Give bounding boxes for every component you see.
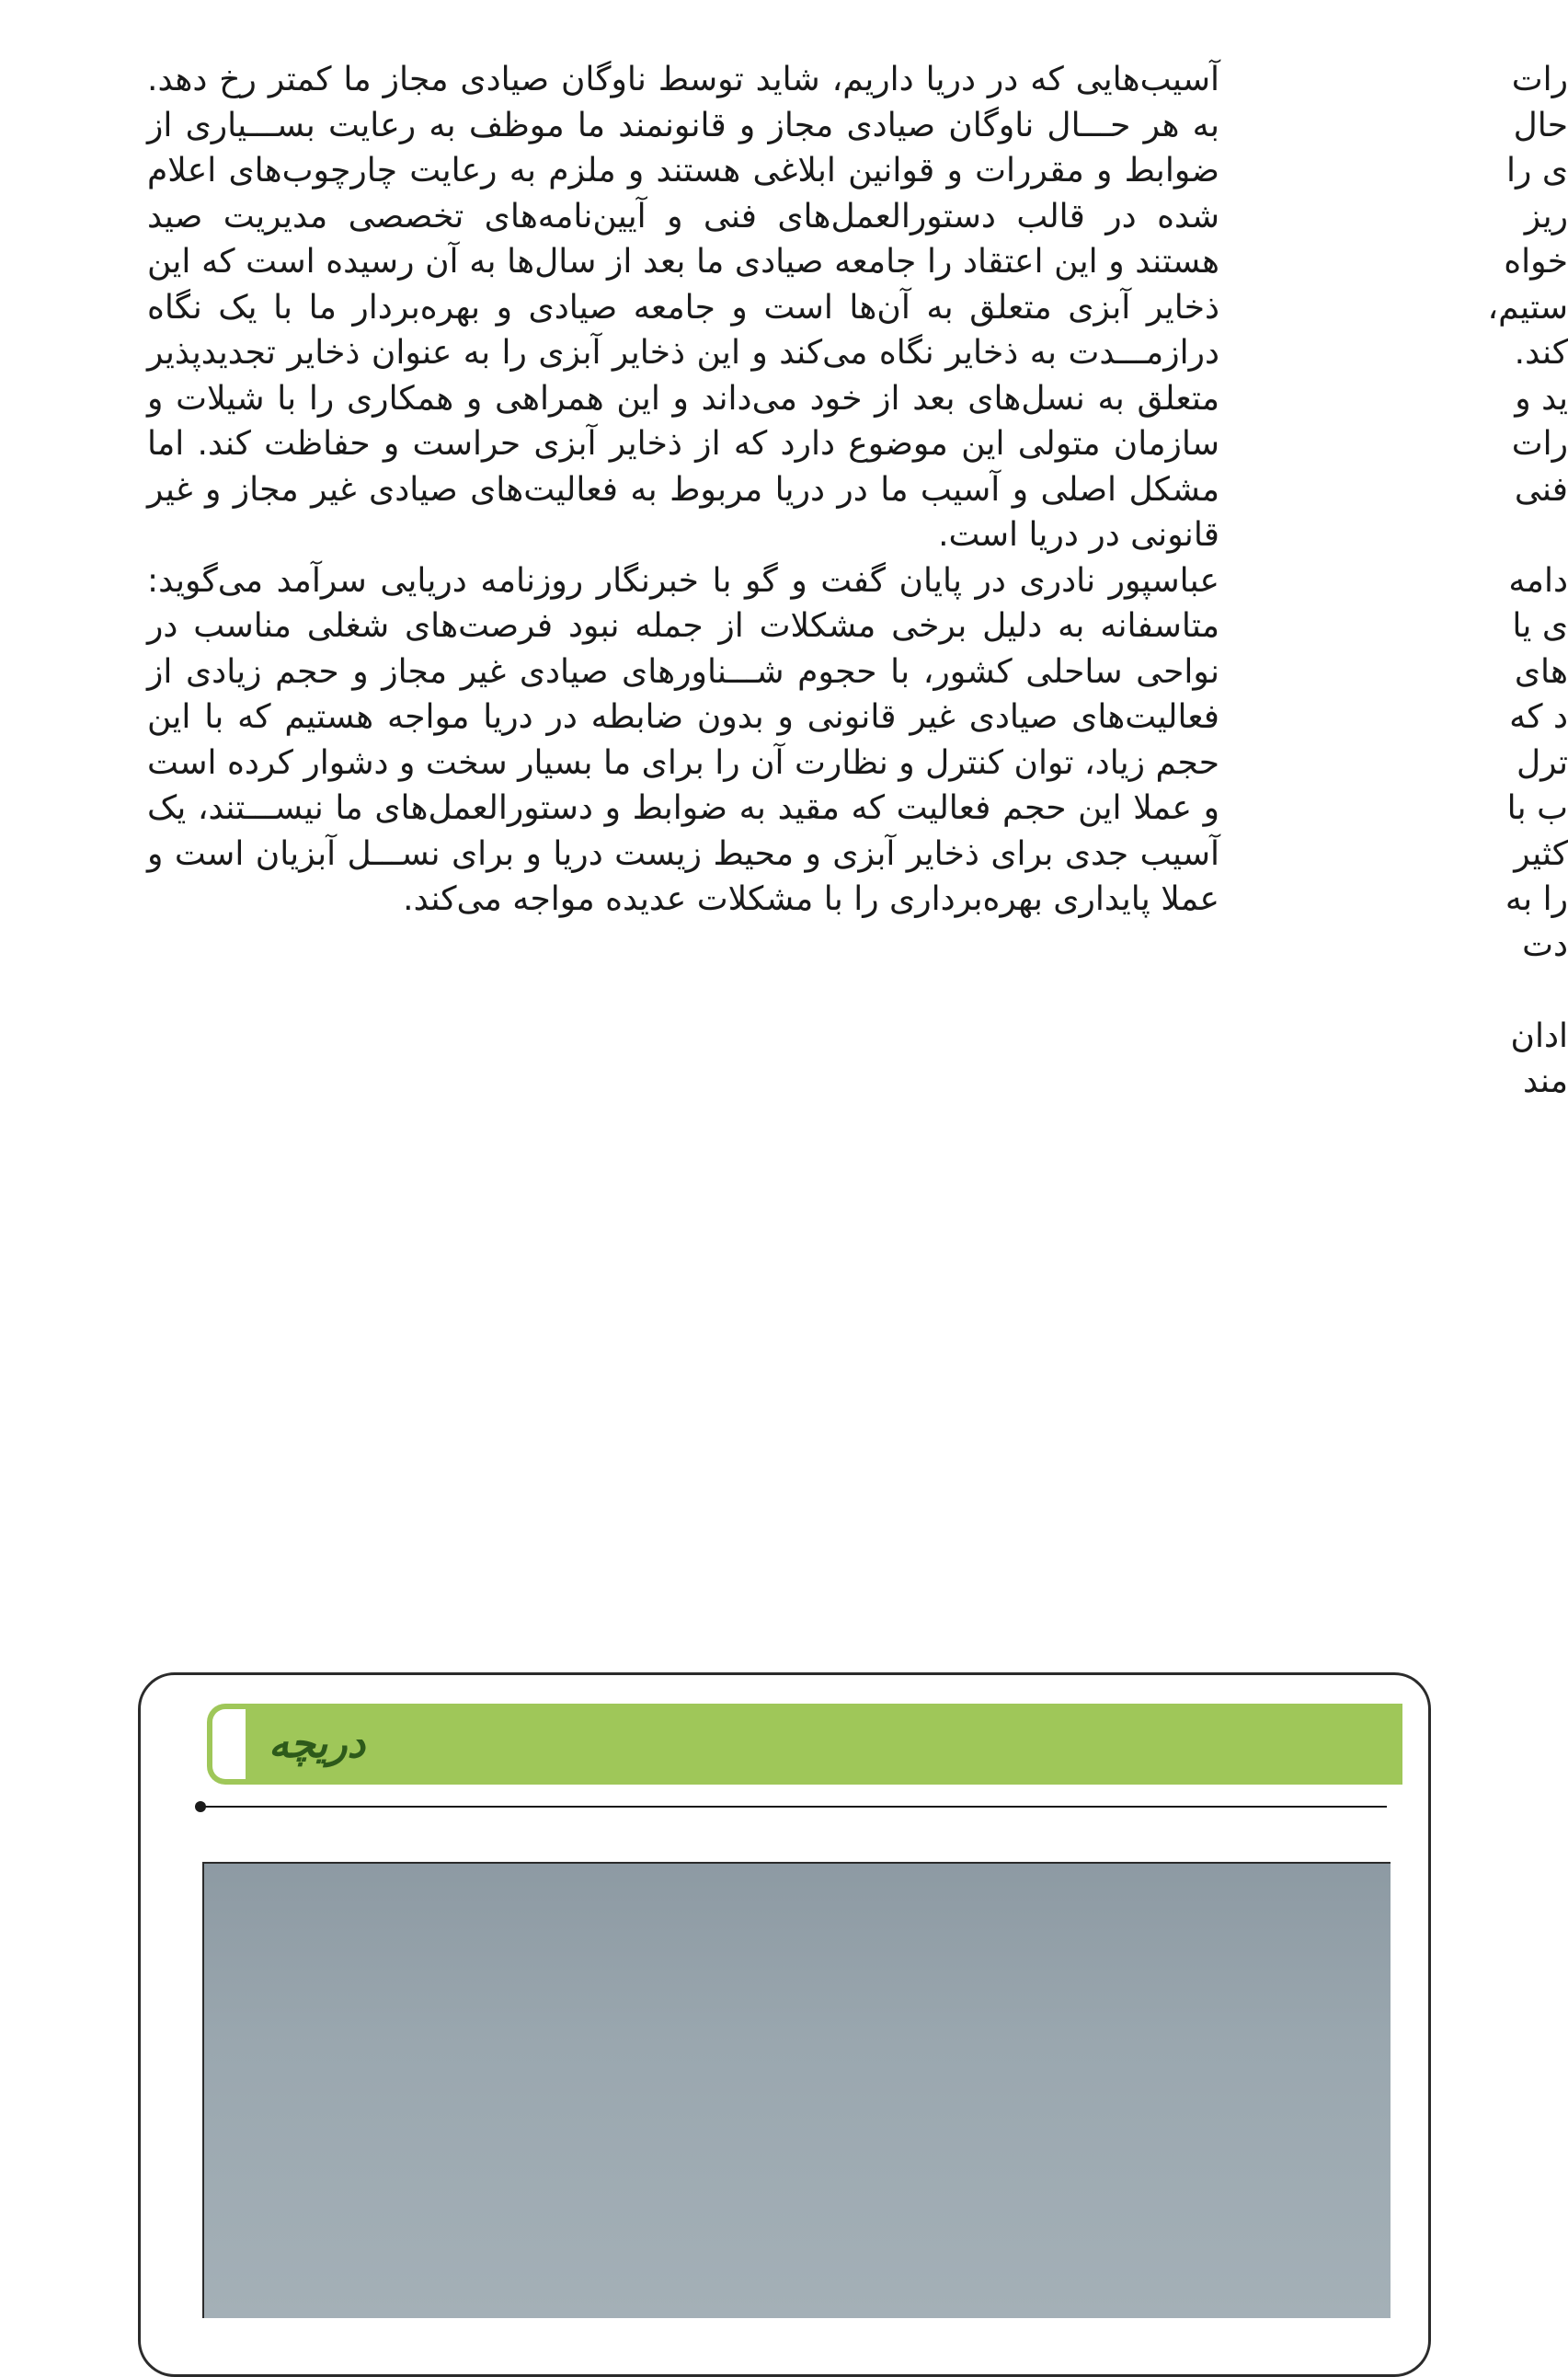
side-column-gap — [1292, 512, 1379, 558]
side-column-line: ید و — [1515, 379, 1568, 418]
side-column-line: حال — [1513, 106, 1568, 144]
side-column-line: کثیر — [1514, 834, 1568, 873]
sea-photo — [202, 1862, 1391, 2318]
side-column-line: کند. — [1514, 334, 1568, 372]
side-column-line: دامه — [1508, 561, 1568, 600]
side-column-line: رات — [1511, 61, 1568, 98]
side-column-line: ادان — [1510, 1016, 1568, 1055]
article-side-column-clipped — [1292, 57, 1568, 1105]
article-paragraph-1: آسیب‌هایی که در دریا داریم، شاید توسط ناوگان صیادی مجاز ما کمتر رخ دهد. به هر حـــال ناوگان صیادی مجاز و قانونمند ما موظف به رعایت بســـیاری از ضوابط و مقررات و قوانین ابلاغی هستند و ملزم به رعایت چارچوب‌های اعلام شده در قالب دستورالعمل‌های فنی و آیین‌نامه‌های تخصصی مدیریت صید هستند و این اعتقاد را جامعه صیادی ما بعد از سال‌ها به آن رسیده است که این ذخایر آبزی متعلق به آن‌ها است و جامعه صیادی و بهره‌بردار ما با یک نگاه درازمـــدت به ذخایر نگاه می‌کند و این ذخایر آبزی را به عنوان ذخایر تجدیدپذیر متعلق به نسل‌های بعد از خود می‌داند و این همراهی و همکاری را با شیلات و سازمان متولی این موضوع دارد که از ذخایر آبزی حراست و حفاظت کند. اما مشکل اصلی و آسیب ما در دریا مربوط به فعالیت‌های صیادی غیر مجاز و غیر قانونی در دریا است. — [147, 61, 1219, 554]
side-column-line: فنی — [1514, 470, 1568, 509]
sidebox-divider-dot — [195, 1801, 206, 1812]
sidebox-divider — [200, 1806, 1387, 1808]
side-column-line: ستیم، — [1487, 288, 1568, 327]
sidebox-tab-notch — [212, 1709, 246, 1779]
side-column-line: ریز — [1524, 197, 1568, 235]
side-column-line: مند — [1522, 1062, 1568, 1100]
side-column-gap — [1292, 968, 1379, 1014]
side-column-line: د که — [1509, 698, 1568, 736]
sidebox-header-tab — [207, 1704, 1402, 1785]
side-column-line: ترل — [1516, 743, 1568, 782]
article-main-column — [147, 57, 1219, 923]
side-column-line: های — [1514, 652, 1568, 691]
side-column-line: را به — [1505, 880, 1568, 918]
sidebox-title: دریچه — [269, 1720, 366, 1767]
side-column-line: رات — [1511, 425, 1568, 463]
side-column-line: دت — [1522, 925, 1568, 964]
side-column-line: ی را — [1505, 152, 1568, 189]
article-paragraph-2: عباسپور نادری در پایان گفت و گو با خبرنگار روزنامه دریایی سرآمد می‌گوید: متاسفانه به دلیل برخی مشکلات از جمله نبود فرصت‌های شغلی مناسب در نواحی ساحلی کشور، با حجوم شـــناورهای صیادی غیر مجاز و حجم زیادی از فعالیت‌های صیادی غیر قانونی و بدون ضابطه در دریا مواجه هستیم که با این حجم زیاد، توان کنترل و نظارت آن را برای ما بسیار سخت و دشوار کرده است و عملا این حجم فعالیت که مقید به ضوابط و دستورالعمل‌های ما نیســـتند، یک آسیب جدی برای ذخایر آبزی و محیط زیست دریا و برای نســـل آبزیان است و عملا پایداری بهره‌برداری را با مشکلات عدیده مواجه می‌کند. — [147, 561, 1219, 918]
side-column-line: خواه — [1504, 243, 1568, 281]
side-column-line: ب با — [1506, 789, 1568, 827]
side-column-line: ی یا — [1512, 607, 1568, 645]
